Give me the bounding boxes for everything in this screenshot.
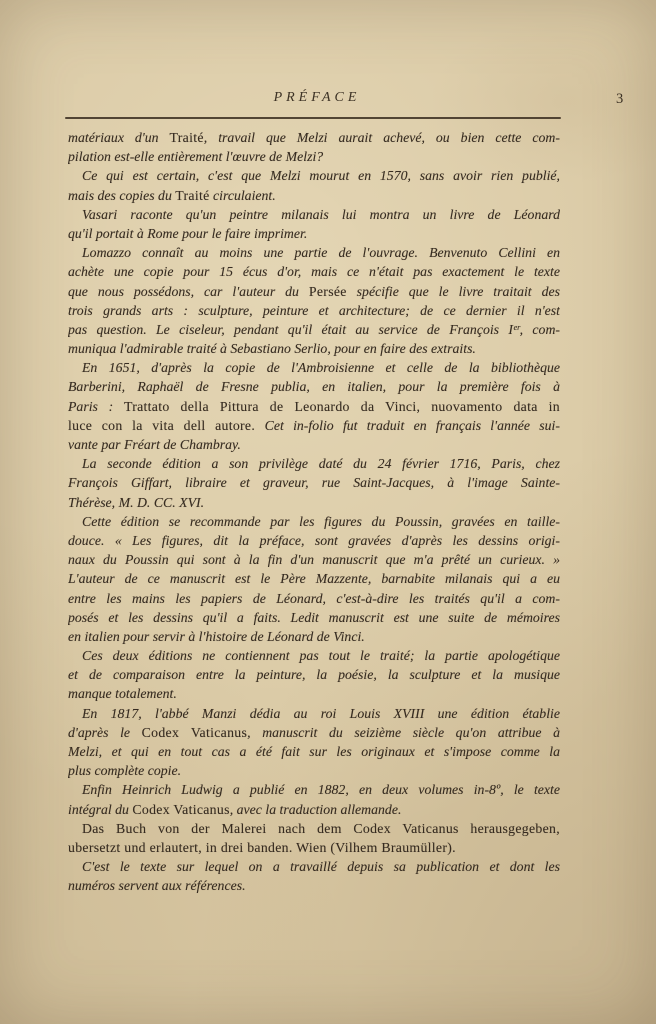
text-line <box>68 627 560 646</box>
text-line <box>68 282 560 301</box>
italic-text: C'est le texte sur lequel on a travaillé depuis sa publication et dont les <box>82 859 560 875</box>
text-line <box>68 358 560 377</box>
roman-text: Codex Vaticanus <box>141 724 248 740</box>
italic-text: Cette édition se recommande par les figures du Poussin, gravées en taille- <box>82 513 560 529</box>
text-line <box>68 800 560 819</box>
text-line <box>68 339 560 358</box>
text-line <box>68 493 560 512</box>
text-line <box>68 416 560 435</box>
italic-text: qu'il portait à Rome pour le faire imprimer. <box>68 225 308 241</box>
paragraph <box>68 128 560 166</box>
text-line <box>68 876 560 895</box>
paragraph <box>68 512 560 646</box>
italic-text: manque totalement. <box>68 686 177 702</box>
italic-text: naux du Poussin qui sont à la fin d'un manuscrit que m'a prêté un curieux. » <box>68 552 560 568</box>
text-line <box>68 512 560 531</box>
text-line <box>68 589 560 608</box>
paragraph <box>68 243 560 358</box>
page-title: PRÉFACE <box>273 90 361 105</box>
italic-text: spécifie que le livre traitait des <box>346 283 560 299</box>
paragraph <box>68 454 560 512</box>
italic-text: en italien pour servir à l'histoire de Léonard de Vinci. <box>68 628 365 644</box>
roman-text: Codex Vaticanus <box>132 801 230 817</box>
text-line <box>68 704 560 723</box>
text-line <box>68 224 560 243</box>
text-line <box>68 780 560 799</box>
text-line <box>68 646 560 665</box>
italic-text: mais des copies du <box>68 187 176 203</box>
italic-text: posés et les dessins qu'il a faits. Ledit manuscrit est une suite de mémoires <box>68 609 560 625</box>
text-line <box>68 742 560 761</box>
italic-text: Vasari raconte qu'un peintre milanais lui montra un livre de Léonard <box>82 206 560 222</box>
text-line <box>68 838 560 857</box>
running-head <box>68 90 624 110</box>
text-line <box>68 166 560 185</box>
paragraph <box>68 819 560 857</box>
roman-text: Traité <box>175 187 210 203</box>
italic-text: vante par Fréart de Chambray. <box>68 437 241 452</box>
italic-text: Enfin Heinrich Ludwig a publié en 1882, en deux volumes in-8º, le texte <box>82 782 560 798</box>
paragraph <box>68 166 560 204</box>
paragraph <box>68 646 560 704</box>
text-line <box>68 454 560 473</box>
text-line <box>68 243 560 262</box>
italic-text: circulaient. <box>209 187 276 203</box>
text-line <box>68 205 560 224</box>
text-line <box>68 531 560 550</box>
italic-text: trois grands arts : sculpture, peinture et architecture; de ce dernier il n'est <box>68 302 560 318</box>
paragraph <box>68 704 560 781</box>
text-line <box>68 397 560 416</box>
paragraph <box>68 358 560 454</box>
italic-text: numéros servent aux références. <box>68 878 246 894</box>
text-block <box>68 90 624 896</box>
italic-text: que nous possédons, car l'auteur du <box>68 283 309 299</box>
italic-text: Cet in-folio fut traduit en français l'année sui- <box>264 417 560 433</box>
page-number: 3 <box>616 91 624 107</box>
text-line <box>68 569 560 588</box>
italic-text: , travail que Melzi aurait achevé, ou bien cette com- <box>203 130 560 145</box>
paragraph <box>68 205 560 243</box>
italic-text: Paris : <box>68 398 124 414</box>
text-line <box>68 665 560 684</box>
italic-text: Lomazzo connaît au moins une partie de l'ouvrage. Benvenuto Cellini en <box>82 245 560 261</box>
italic-text: entre les mains les papiers de Léonard, c'est-à-dire les traités qu'il a com- <box>68 590 560 606</box>
roman-text: Trattato della Pittura de Leonardo da Vinci, nuovamento data in <box>123 398 560 414</box>
italic-text: Melzi, et qui en tout cas a été fait sur les originaux et s'impose comme la <box>68 744 560 759</box>
paragraph <box>68 857 560 895</box>
paragraph <box>68 780 560 818</box>
text-line <box>68 301 560 320</box>
italic-text: douce. « Les figures, dit la préface, sont gravées d'après les dessins origi- <box>68 532 560 548</box>
italic-text: matériaux d'un <box>68 130 170 145</box>
italic-text: Ces deux éditions ne contiennent pas tout le traité; la partie apologétique <box>82 648 560 664</box>
italic-text: muniqua l'admirable traité à Sebastiano Serlio, pour en faire des extraits. <box>68 341 476 357</box>
italic-text: achète une copie pour 15 écus d'or, mais ce n'était pas exactement le texte <box>68 264 560 280</box>
text-line <box>68 435 560 454</box>
italic-text: , manuscrit du seizième siècle qu'on attribue à <box>247 724 560 740</box>
italic-text: pas question. Le ciseleur, pendant qu'il était au service de François Iᵉʳ, com- <box>68 321 560 337</box>
text-line <box>68 147 560 166</box>
roman-text: luce con la vita dell autore. <box>68 417 265 433</box>
text-line <box>68 320 560 339</box>
italic-text: intégral du <box>68 801 133 817</box>
italic-text: Thérèse, M. D. CC. XVI. <box>68 494 205 510</box>
italic-text: et de comparaison entre la peinture, la poésie, la sculpture et la musique <box>68 667 560 683</box>
roman-text: Das Buch von der Malerei nach dem Codex Vaticanus herausgegeben, <box>82 820 560 836</box>
roman-text: Traité <box>169 130 204 145</box>
text-line <box>68 761 560 780</box>
text-line <box>68 723 560 742</box>
text-line <box>68 819 560 838</box>
italic-text: L'auteur de ce manuscrit est le Père Mazzente, barnabite milanais qui a eu <box>68 571 560 587</box>
italic-text: pilation est-elle entièrement l'œuvre de Melzi? <box>68 149 324 165</box>
roman-text: ubersetzt und erlautert, in drei banden. Wien (Vilhem Braumüller). <box>68 839 456 855</box>
italic-text: En 1651, d'après la copie de l'Ambroisienne et celle de la bibliothèque <box>82 360 560 376</box>
italic-text: François Giffart, libraire et graveur, rue Saint-Jacques, à l'image Sainte- <box>68 475 560 491</box>
text-line <box>68 857 560 876</box>
italic-text: d'après le <box>68 724 142 740</box>
italic-text: Barberini, Raphaël de Fresne publia, en italien, pour la première fois à <box>68 379 560 395</box>
text-line <box>68 684 560 703</box>
italic-text: La seconde édition a son privilège daté du 24 février 1716, Paris, chez <box>82 456 560 472</box>
italic-text: Ce qui est certain, c'est que Melzi mourut en 1570, sans avoir rien publié, <box>82 168 560 184</box>
text-line <box>68 608 560 627</box>
italic-text: , avec la traduction allemande. <box>229 801 402 817</box>
text-line <box>68 473 560 492</box>
header-rule <box>65 117 561 119</box>
page-body <box>68 90 560 896</box>
text-line <box>68 262 560 281</box>
text-line <box>68 186 560 205</box>
text-line <box>68 377 560 396</box>
italic-text: plus complète copie. <box>68 763 182 779</box>
text-line <box>68 550 560 569</box>
italic-text: En 1817, l'abbé Manzi dédia au roi Louis XVIII une édition établie <box>82 705 560 721</box>
text-line <box>68 128 560 147</box>
roman-text: Persée <box>308 283 347 299</box>
